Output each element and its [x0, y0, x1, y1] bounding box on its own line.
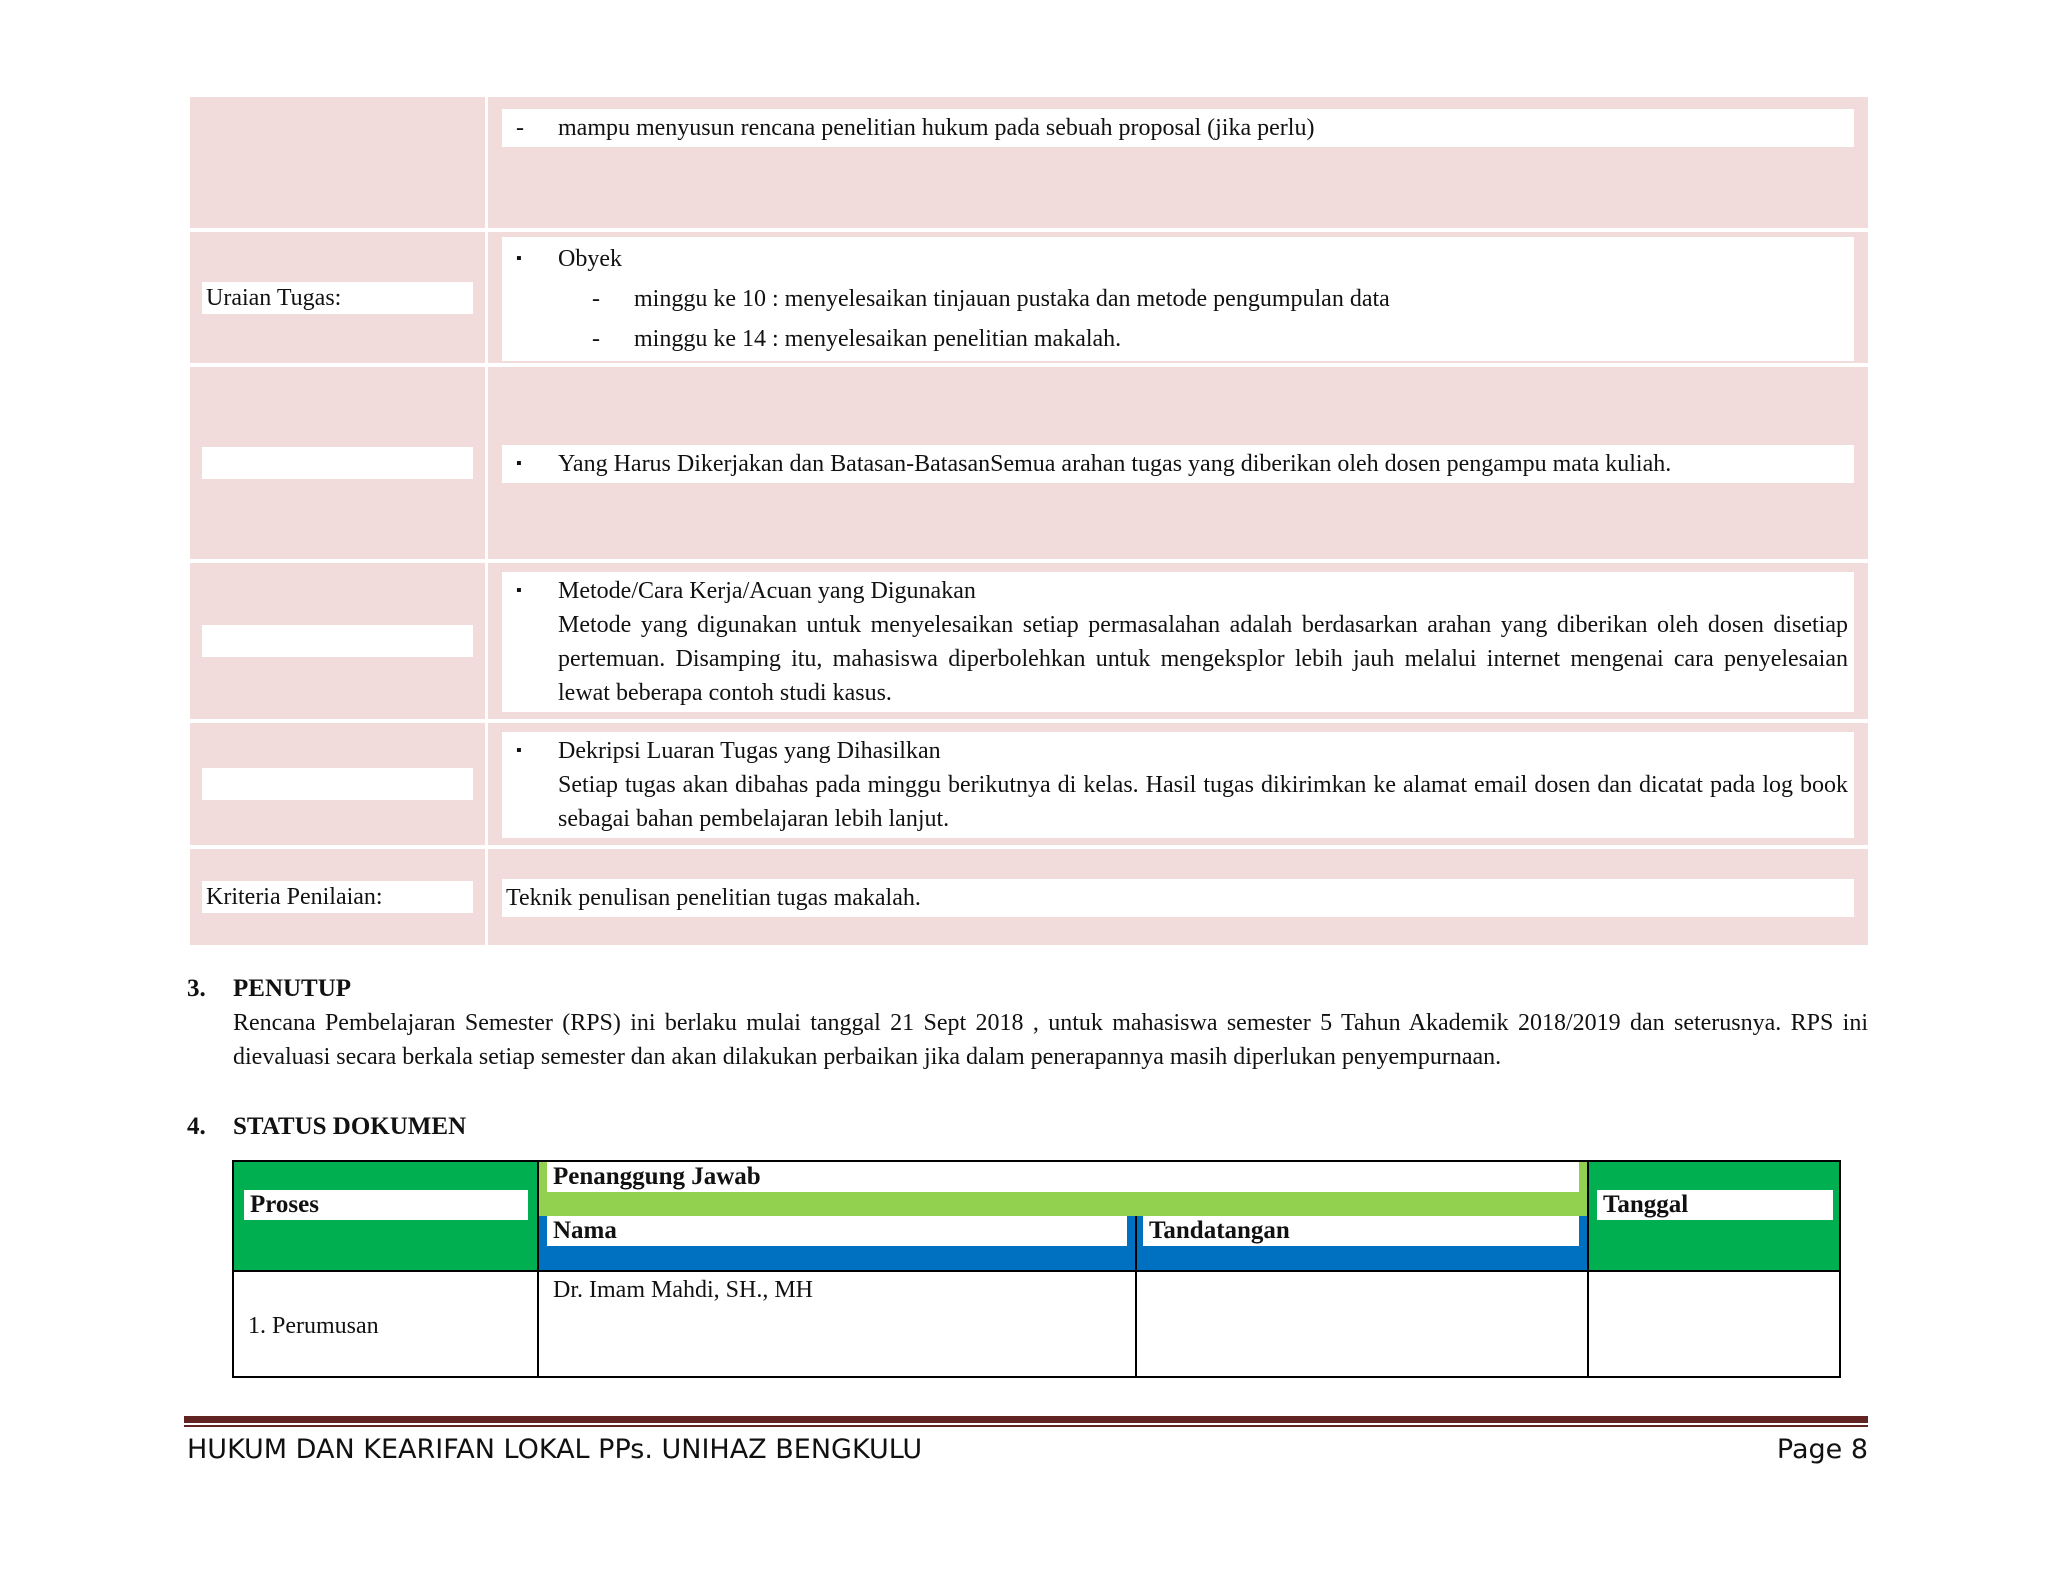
square-bullet-icon: ▪ [516, 742, 522, 759]
obyek-item-2-text: minggu ke 14 : menyelesaikan penelitian makalah. [634, 325, 1122, 352]
task-row-uraian [190, 232, 1868, 367]
section-4-heading [187, 1113, 466, 1141]
task-row-1 [190, 97, 1868, 232]
luaran-block [502, 732, 1854, 838]
kriteria-penilaian-label: Kriteria Penilaian: [202, 881, 473, 913]
task-row-5-left [190, 723, 488, 845]
section-3-text: Rencana Pembelajaran Semester (RPS) ini berlaku mulai tanggal 21 Sept 2018 , untuk mahasiswa semester 5 Tahun Akademik 2018/2019 dan seterusnya. RPS ini dievaluasi secara berkala setiap semester dan akan dilakukan perbaikan jika dalam penerapannya masih diperlukan penyempurnaan. [233, 1010, 1868, 1070]
task-row-1-left [190, 97, 488, 228]
task-row-4-left [190, 563, 488, 719]
task-row-5-right [488, 723, 1868, 845]
obyek-item-1 [508, 279, 1848, 319]
metode-block [502, 572, 1854, 712]
perumusan-cell: 1. Perumusan [248, 1313, 379, 1339]
empty-label-box [202, 447, 473, 479]
research-plan-item [502, 109, 1854, 147]
page-number: Page 8 [1776, 1434, 1868, 1465]
uraian-tugas-label: Uraian Tugas: [202, 282, 473, 314]
dash-marker: - [592, 285, 600, 312]
square-bullet-icon: ▪ [516, 249, 522, 267]
section-3-number: 3. [187, 975, 206, 1002]
task-row-uraian-right [488, 232, 1868, 363]
research-plan-text: mampu menyusun rencana penelitian hukum pada sebuah proposal (jika perlu) [558, 115, 1315, 141]
task-row-3 [190, 367, 1868, 563]
dash-marker: - [516, 115, 524, 141]
section-4-title: STATUS DOKUMEN [233, 1113, 467, 1140]
task-row-4-right [488, 563, 1868, 719]
task-row-4 [190, 563, 1868, 723]
metode-text: Metode yang digunakan untuk menyelesaikan setiap permasalahan adalah berdasarkan arahan yang diberikan oleh dosen disetiap pertemuan. Disamping itu, mahasiswa diperbolehkan untuk mengeksplor lebih jauh melalui internet mengenai cara penyelesaian lewat beberapa contoh studi kasus. [558, 612, 1848, 706]
empty-label-box [202, 768, 473, 800]
obyek-item-2 [508, 319, 1848, 359]
task-row-kriteria [190, 849, 1868, 945]
task-row-uraian-left [190, 232, 488, 363]
metode-bullet [508, 574, 1848, 608]
obyek-item-1-text: minggu ke 10 : menyelesaikan tinjauan pustaka dan metode pengumpulan data [634, 285, 1390, 312]
footer-rule-thick [184, 1416, 1868, 1423]
status-dokumen-table [232, 1160, 1841, 1378]
empty-label-box [202, 625, 473, 657]
obyek-bullet [508, 239, 1848, 279]
luaran-title: Dekripsi Luaran Tugas yang Dihasilkan [558, 738, 941, 764]
obyek-title: Obyek [558, 245, 622, 272]
grid-line [1135, 1216, 1137, 1376]
task-row-1-right [488, 97, 1868, 228]
square-bullet-icon: ▪ [516, 582, 522, 599]
metode-title: Metode/Cara Kerja/Acuan yang Digunakan [558, 578, 976, 604]
task-row-kriteria-left [190, 849, 488, 945]
obyek-block [502, 237, 1854, 361]
grid-line [537, 1162, 539, 1376]
nama-header: Nama [547, 1216, 1127, 1246]
yang-harus-dikerjakan-text: Yang Harus Dikerjakan dan Batasan-BatasanSemua arahan tugas yang diberikan oleh dosen pengampu mata kuliah. [558, 451, 1672, 477]
proses-header: Proses [244, 1190, 528, 1220]
penanggung-jawab-header: Penanggung Jawab [547, 1162, 1579, 1192]
nama-cell: Dr. Imam Mahdi, SH., MH [553, 1277, 813, 1303]
grid-line [234, 1270, 1839, 1272]
section-3-heading [187, 975, 351, 1003]
tanggal-header: Tanggal [1597, 1190, 1833, 1220]
section-3-title: PENUTUP [233, 975, 352, 1002]
footer-rule-thin [184, 1425, 1868, 1427]
luaran-text: Setiap tugas akan dibahas pada minggu berikutnya di kelas. Hasil tugas dikirimkan ke alamat email dosen dan dicatat pada log book sebagai bahan pembelajaran lebih lanjut. [558, 772, 1848, 832]
yang-harus-dikerjakan [502, 445, 1854, 483]
task-table [190, 97, 1868, 945]
task-row-kriteria-right [488, 849, 1868, 945]
section-4-number: 4. [187, 1113, 206, 1140]
grid-line [1587, 1162, 1589, 1376]
task-row-3-right [488, 367, 1868, 559]
tandatangan-header: Tandatangan [1143, 1216, 1579, 1246]
footer-title: HUKUM DAN KEARIFAN LOKAL PPs. UNIHAZ BENGKULU [187, 1434, 923, 1465]
square-bullet-icon: ▪ [516, 455, 522, 472]
task-row-3-left [190, 367, 488, 559]
task-row-5 [190, 723, 1868, 849]
dash-marker: - [592, 325, 600, 352]
kriteria-text: Teknik penulisan penelitian tugas makalah. [502, 879, 1854, 917]
luaran-bullet [508, 734, 1848, 768]
